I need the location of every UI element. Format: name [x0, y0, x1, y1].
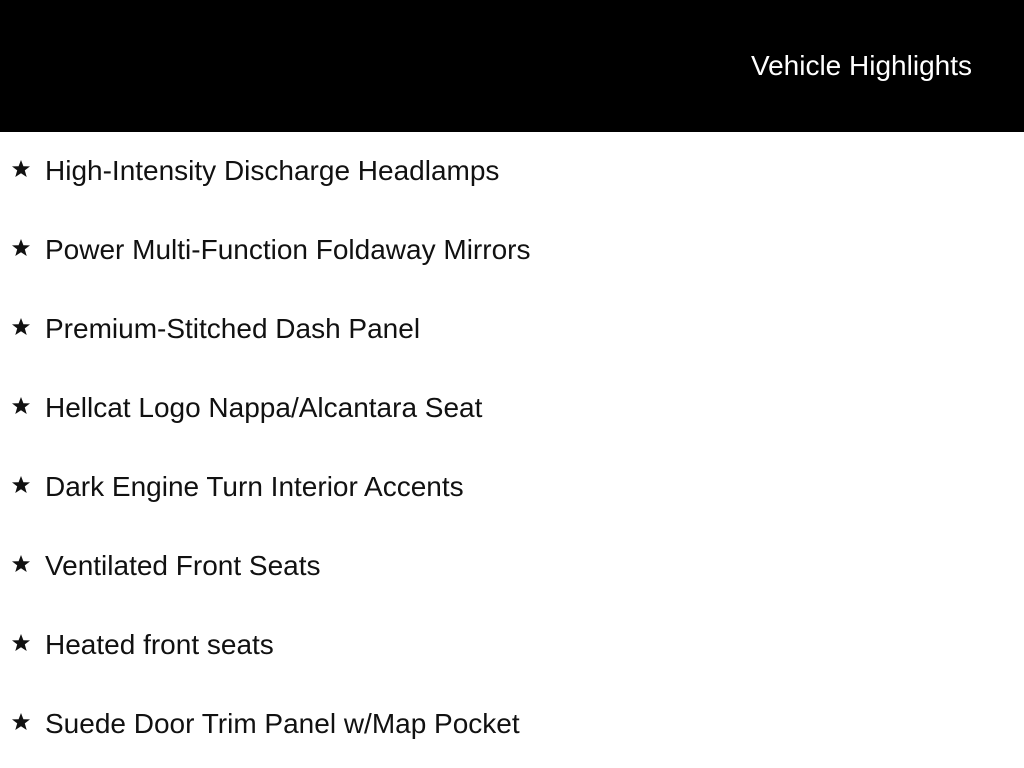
list-item-label: Power Multi-Function Foldaway Mirrors: [45, 234, 531, 265]
list-item: [0, 132, 1024, 211]
list-item-label: Heated front seats: [45, 629, 274, 660]
star-icon: [11, 238, 31, 258]
list-item-label: Premium-Stitched Dash Panel: [45, 313, 421, 344]
list-item: [0, 606, 1024, 685]
star-icon: [11, 159, 31, 179]
list-item-label: Dark Engine Turn Interior Accents: [45, 471, 464, 502]
list-item-label: Ventilated Front Seats: [45, 550, 321, 581]
star-icon: [11, 475, 31, 495]
list-item: [0, 527, 1024, 606]
list-item-label: Suede Door Trim Panel w/Map Pocket: [45, 708, 520, 739]
star-icon: [11, 633, 31, 653]
page-title: Vehicle Highlights: [750, 50, 972, 81]
list-item: [0, 211, 1024, 290]
star-icon: [11, 554, 31, 574]
list-item: [0, 448, 1024, 527]
list-item: [0, 685, 1024, 764]
list-item: [0, 369, 1024, 448]
star-icon: [11, 396, 31, 416]
star-icon: [11, 712, 31, 732]
list-item-label: High-Intensity Discharge Headlamps: [45, 155, 500, 186]
list-item-label: Hellcat Logo Nappa/Alcantara Seat: [45, 392, 483, 423]
list-item: [0, 290, 1024, 369]
header-bar: [0, 0, 1024, 132]
highlights-list: [0, 132, 1024, 764]
star-icon: [11, 317, 31, 337]
